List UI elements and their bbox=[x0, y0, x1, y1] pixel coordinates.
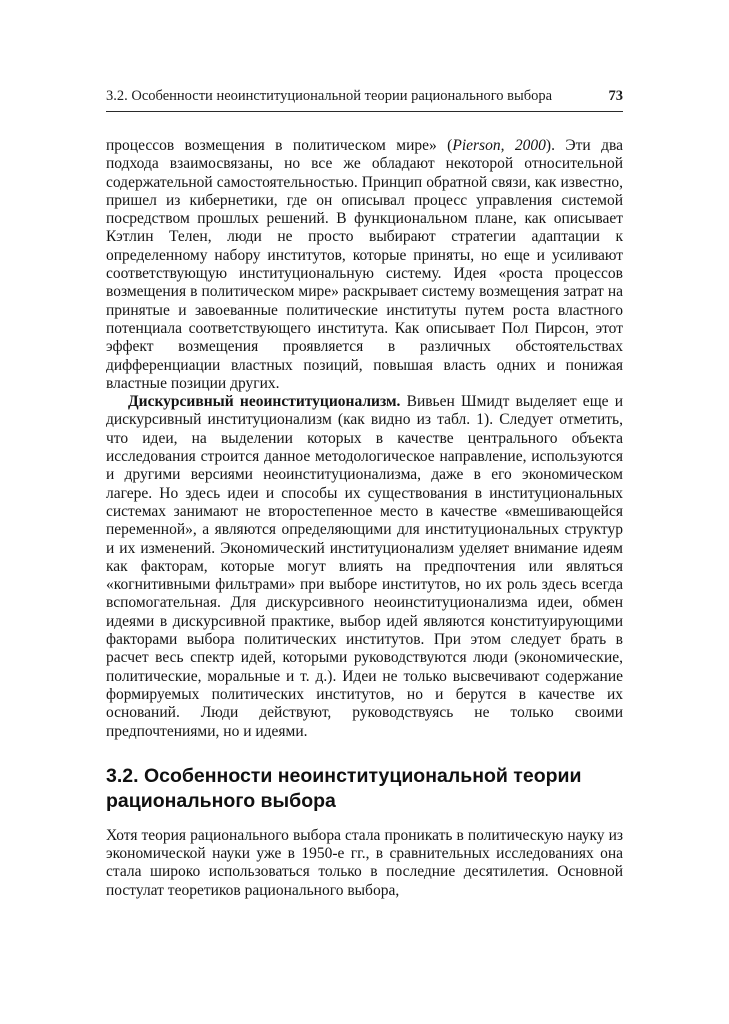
section-heading: 3.2. Особенности неоинституциональной теории рационального выбора bbox=[106, 764, 582, 812]
page-number: 73 bbox=[608, 88, 623, 104]
page-content bbox=[106, 0, 623, 900]
running-head bbox=[106, 88, 623, 111]
paragraph-text: ). Эти два подхода взаимосвязаны, но все же обладают некоторой относительной содержательной самостоятельностью. Принцип обратной связи, как известно, пришел из кибернетики, где он описывал процесс управления системой посредством прошлых решений. В функциональном плане, как описывает Кэтлин Телен, люди не просто выбирают стратегии адаптации к определенному набору институтов, которые приняты, но еще и усиливают соответствующую институциональную систему. Идея «роста процессов возмещения в политическом мире» раскрывает систему возмещения затрат на принятые и завоеванные политические институты путем роста властного потенциала соответствующего института. Как описывает Пол Пирсон, этот эффект возмещения проявляется в различных обстоятельствах дифференциации властных позиций, повышая власть одних и понижая властные позиции других. bbox=[106, 137, 624, 392]
citation-italic: Pierson, 2000 bbox=[452, 137, 546, 154]
paragraph-lead-bold: Дискурсивный неоинституционализм. bbox=[128, 393, 401, 411]
paragraph-discursive bbox=[106, 393, 623, 741]
header-rule bbox=[106, 111, 623, 112]
paragraph-text: Вивьен Шмидт выделяет еще и дискурсивный институционализм (как видно из табл. 1). Следует отметить, что идеи, на выделении которых в качестве центрального объекта исследования строится данное методологическое направление, используются и другими версиями неоинституционализма, даже в его экономическом лагере. Но здесь идеи и способы их существования в институциональных системах занимают не второстепенное место в качестве «вмешивающейся переменной», а являются определяющими для институциональных структур и их изменений. Экономический институционализм уделяет внимание идеям как факторам, которые могут влиять на предпочтения или являться «когнитивными фильтрами» при выборе институтов, но их роль здесь всегда вспомогательная. Для дискурсивного неоинституционализма идеи, обмен идеями в дискурсивной практике, выбор идей являются конституирующими факторами выбора политических институтов. При этом следует брать в расчет весь спектр идей, которыми руководствуются люди (экономические, политические, моральные и т. д.). Идеи не только высвечивают содержание формируемых политических институтов, но и берутся в качестве их оснований. Люди действуют, руководствуясь не только своими предпочтениями, но и идеями. bbox=[106, 393, 623, 740]
paragraph-text: процессов возмещения в политическом мире» ( bbox=[106, 137, 453, 154]
page-body bbox=[106, 137, 623, 900]
paragraph-pierson bbox=[106, 137, 623, 393]
running-head-title: 3.2. Особенности неоинституциональной теории рационального выбора bbox=[106, 88, 553, 104]
paragraph-rational-choice: Хотя теория рационального выбора стала проникать в политическую науку из экономической науки уже в 1950-е гг., в сравнительных исследованиях она стала широко использоваться только в последние десятилетия. Основной постулат теоретиков рационального выбора, bbox=[106, 826, 623, 899]
